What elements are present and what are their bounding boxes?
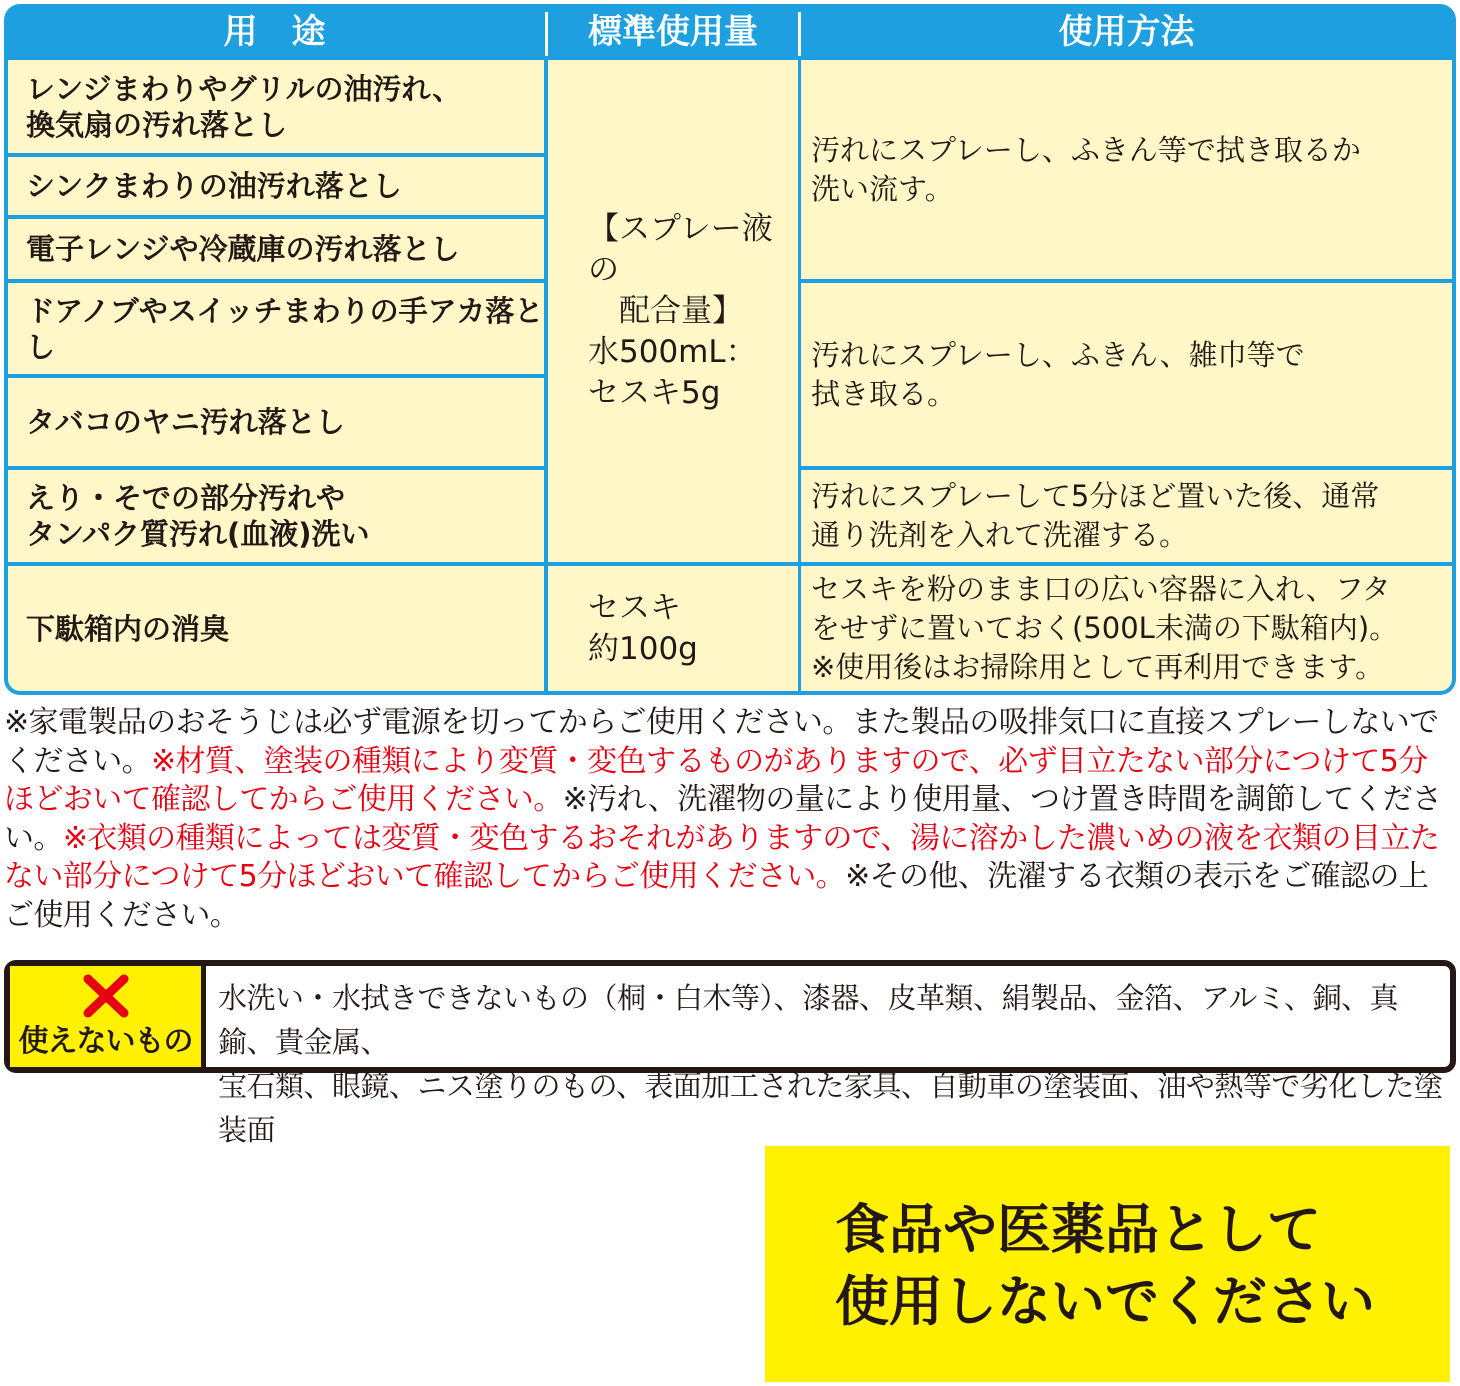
note-text: ※その他、洗濯する衣類の表示をご確認の上ご使用ください。 xyxy=(4,859,1429,933)
amount-shoebox-cell xyxy=(548,566,798,691)
note-text-warning: ※衣類の種類によっては変質・変色するおそれがありますので、湯に溶かした濃いめの液を衣類の目立たない部分につけて5分ほどおいて確認してからご使用ください。 xyxy=(4,820,1440,895)
usage-table xyxy=(4,4,1456,695)
method-text: 汚れにスプレーし、ふきん等で拭き取るか 洗い流す。 xyxy=(811,132,1361,206)
header-method: 使用方法 xyxy=(1058,12,1195,52)
usage-row xyxy=(8,219,544,279)
usage-label: 下駄箱内の消臭 xyxy=(26,611,230,646)
header-amount: 標準使用量 xyxy=(588,12,758,52)
usage-label: シンクまわりの油汚れ落とし xyxy=(26,169,402,203)
not-usable-label-panel xyxy=(10,966,206,1067)
warning-box xyxy=(765,1146,1450,1382)
usage-row xyxy=(8,470,544,562)
caution-notes xyxy=(4,704,1456,936)
not-usable-items: 水洗い・水拭きできないもの（桐・白木等）、漆器、皮革類、絹製品、金箔、アルミ、銅、真鍮、貴金属、 宝石類、眼鏡、ニス塗りのもの、表面加工された家具、自動車の塗装面、油や熱等で劣化した塗装面 xyxy=(218,981,1443,1147)
usage-row xyxy=(8,157,544,215)
usage-row xyxy=(8,60,544,153)
not-usable-label: 使えないもの xyxy=(18,1024,193,1059)
usage-label: レンジまわりやグリルの油汚れ、 換気扇の汚れ落とし xyxy=(26,71,462,142)
usage-label: えり・そでの部分汚れや タンパク質汚れ(血液)洗い xyxy=(26,481,370,551)
amount-shoebox: セスキ 約100g xyxy=(588,589,698,667)
usage-row xyxy=(8,378,544,466)
method-cell xyxy=(801,566,1452,691)
amount-spray-cell xyxy=(548,60,798,562)
header-usage: 用 途 xyxy=(223,12,326,52)
note-text-warning: ※材質、塗装の種類により変質・変色するものがありますので、必ず目立たない部分につけて5分ほどおいて確認してからご使用ください。 xyxy=(4,743,1428,818)
usage-row xyxy=(8,566,544,691)
amount-spray: 【スプレー液の 配合量】 水500mL： セスキ5g xyxy=(588,210,773,411)
method-cell xyxy=(801,470,1452,562)
usage-label: タバコのヤニ汚れ落とし xyxy=(26,405,345,439)
usage-row xyxy=(8,283,544,374)
method-text: 汚れにスプレーして5分ほど置いた後、通常 通り洗剤を入れて洗濯する。 xyxy=(811,479,1380,552)
method-text: 汚れにスプレーし、ふきん、雑巾等で 拭き取る。 xyxy=(811,337,1305,411)
not-usable-box xyxy=(4,960,1456,1147)
method-text: セスキを粉のまま口の広い容器に入れ、フタ をせずに置いておく(500L未満の下駄箱内)。 ※使用後はお掃除用として再利用できます。 xyxy=(811,572,1399,684)
note-text: ※汚れ、洗濯物の量により使用量、つけ置き時間を調節してください。 xyxy=(4,782,1442,856)
method-cell xyxy=(801,60,1452,279)
cross-mark-icon xyxy=(83,975,129,1017)
usage-label: 電子レンジや冷蔵庫の汚れ落とし xyxy=(26,232,460,266)
usage-label: ドアノブやスイッチまわりの手アカ落とし xyxy=(26,293,544,364)
warning-text: 食品や医薬品として 使用しないでください xyxy=(835,1198,1375,1333)
method-cell xyxy=(801,283,1452,466)
note-text: ※家電製品のおそうじは必ず電源を切ってからご使用ください。また製品の吸排気口に直接スプレーしないでください。 xyxy=(4,705,1439,779)
